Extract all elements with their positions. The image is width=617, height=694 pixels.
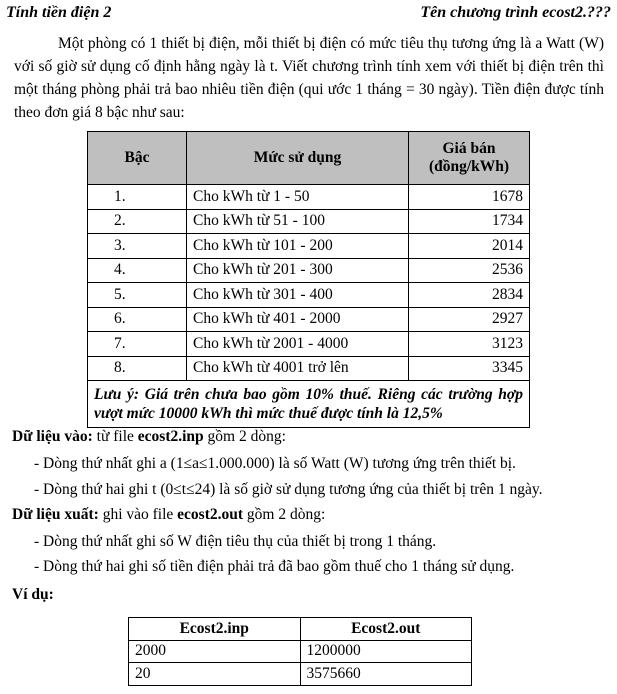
usage-cell: Cho kWh từ 1 - 50: [187, 185, 409, 210]
price-cell: 3345: [409, 356, 530, 381]
note-row: [88, 381, 530, 428]
header: [6, 4, 611, 26]
header-tier: Bậc: [88, 132, 187, 185]
input-section: [12, 428, 286, 446]
usage-cell: Cho kWh từ 51 - 100: [187, 209, 409, 234]
table-row: [88, 185, 530, 210]
input-line-2: - Dòng thứ hai ghi t (0≤t≤24) là số giờ sử dụng tương ứng của thiết bị trên 1 ngày.: [34, 481, 543, 498]
problem-statement: [14, 32, 604, 124]
usage-cell: Cho kWh từ 201 - 300: [187, 258, 409, 283]
example-input-cell: 20: [129, 663, 301, 686]
example-output-cell: 3575660: [300, 663, 472, 686]
input-text-pre: từ file: [92, 428, 138, 445]
table-row: [88, 209, 530, 234]
input-label: Dữ liệu vào:: [12, 428, 93, 445]
tier-cell: 3.: [88, 234, 187, 259]
example-header-row: [129, 618, 472, 641]
tier-cell: 8.: [88, 356, 187, 381]
usage-cell: Cho kWh từ 401 - 2000: [187, 307, 409, 332]
output-file-name: ecost2.out: [177, 506, 244, 523]
tier-cell: 1.: [88, 185, 187, 210]
table-row: [129, 640, 472, 663]
table-row: [88, 258, 530, 283]
tax-note: Lưu ý: Giá trên chưa bao gồm 10% thuế. Riêng các trường hợp vượt mức 10000 kWh thì mức thuế được tính là 12,5%: [88, 381, 530, 428]
tier-cell: 5.: [88, 283, 187, 308]
table-row: [129, 663, 472, 686]
problem-title: Tính tiền điện 2: [6, 4, 112, 21]
output-line-1: - Dòng thứ nhất ghi số W điện tiêu thụ của thiết bị trong 1 tháng.: [34, 533, 437, 550]
tier-cell: 7.: [88, 332, 187, 357]
usage-cell: Cho kWh từ 4001 trở lên: [187, 356, 409, 381]
table-row: [88, 356, 530, 381]
price-cell: 1678: [409, 185, 530, 210]
output-section: [12, 506, 325, 524]
header-price: Giá bán (đồng/kWh): [409, 132, 530, 185]
tier-cell: 2.: [88, 209, 187, 234]
output-text-pre: ghi vào file: [98, 506, 178, 523]
price-cell: 2014: [409, 234, 530, 259]
header-usage: Mức sử dụng: [187, 132, 409, 185]
table-row: [88, 234, 530, 259]
price-cell: 2536: [409, 258, 530, 283]
usage-cell: Cho kWh từ 101 - 200: [187, 234, 409, 259]
usage-cell: Cho kWh từ 2001 - 4000: [187, 332, 409, 357]
output-label: Dữ liệu xuất:: [12, 506, 99, 523]
output-text-post: gồm 2 dòng:: [243, 506, 326, 523]
price-cell: 1734: [409, 209, 530, 234]
price-cell: 2927: [409, 307, 530, 332]
example-table: [128, 617, 472, 686]
price-cell: 3123: [409, 332, 530, 357]
price-cell: 2834: [409, 283, 530, 308]
table-row: [88, 283, 530, 308]
usage-cell: Cho kWh từ 301 - 400: [187, 283, 409, 308]
table-row: [88, 307, 530, 332]
example-header-input: Ecost2.inp: [129, 618, 301, 641]
output-line-2: - Dòng thứ hai ghi số tiền điện phải trả đã bao gồm thuế cho 1 tháng sử dụng.: [34, 558, 515, 575]
input-file-name: ecost2.inp: [137, 428, 204, 445]
tier-cell: 4.: [88, 258, 187, 283]
rate-table: [87, 131, 530, 428]
table-row: [88, 332, 530, 357]
program-name: Tên chương trình ecost2.???: [420, 4, 611, 21]
example-output-cell: 1200000: [300, 640, 472, 663]
input-line-1: - Dòng thứ nhất ghi a (1≤a≤1.000.000) là số Watt (W) tương ứng trên thiết bị.: [34, 455, 516, 472]
input-text-post: gồm 2 dòng:: [203, 428, 286, 445]
example-header-output: Ecost2.out: [300, 618, 472, 641]
example-input-cell: 2000: [129, 640, 301, 663]
intro-paragraph: Một phòng có 1 thiết bị điện, mỗi thiết bị điện có mức tiêu thụ tương ứng là a Watt (W) với số giờ sử dụng cố định hằng ngày là t. Viết chương trình tính xem với thiết bị điện trên thì một tháng phòng phải trả bao nhiêu tiền điện (qui ước 1 tháng = 30 ngày). Tiền điện được tính theo đơn giá 8 bậc như sau:: [14, 35, 604, 121]
tier-cell: 6.: [88, 307, 187, 332]
rate-table-header: [88, 132, 530, 185]
example-label: Ví dụ:: [12, 586, 54, 603]
